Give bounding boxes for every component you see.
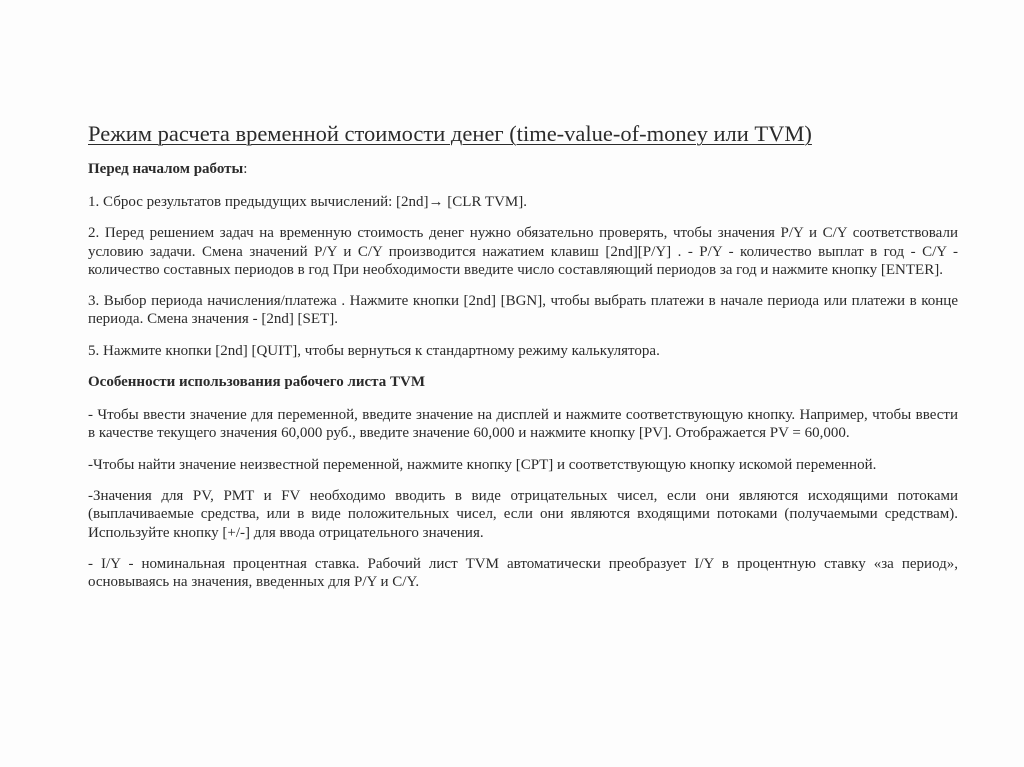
before-start-heading-text: Перед началом работы (88, 161, 244, 177)
document-title: Режим расчета временной стоимости денег (time-value-of-money или TVM) (88, 121, 812, 146)
feature-interest-rate: - I/Y - номинальная процентная ставка. Рабочий лист TVM автоматически преобразует I/Y в процентную ставку «за период», основываясь на значения, введенных для P/Y и C/Y. (88, 555, 958, 591)
feature-enter-value: - Чтобы ввести значение для переменной, введите значение на дисплей и нажмите соответствующую кнопку. Например, чтобы ввести в качестве текущего значения 60,000 руб., введите значение 60,000 и нажмите кнопку [PV]. Отображается PV = 60,000. (88, 407, 958, 442)
features-heading: Особенности использования рабочего листа TVM (88, 374, 425, 391)
step-check-py-cy: 2. Перед решением задач на временную стоимость денег нужно обязательно проверять, чтобы значения P/Y и C/Y соответствовали условию задачи. Смена значений P/Y и C/Y производится нажатием клавиш [2nd][P/Y] . - P/Y - количество выплат в год - C/Y - количество составных периодов в год При необходимости введите число составляющий периодов за год и нажмите кнопку [ENTER]. (88, 225, 958, 278)
step-quit-text: 5. Нажмите кнопки [2nd] [QUIT], чтобы вернуться к стандартному режиму калькулятора. (88, 342, 660, 359)
feature-sign-convention: -Значения для PV, PMT и FV необходимо вводить в виде отрицательных чисел, если они являются исходящими потоками (выплачиваемые средства, или в виде положительных чисел, если они являются входящими потоками (получаемыми средствам). Используйте кнопку [+/-] для ввода отрицательного значения. (88, 487, 958, 541)
step-payment-period: 3. Выбор периода начисления/платежа . Нажмите кнопки [2nd] [BGN], чтобы выбрать платежи в начале периода или платежи в конце периода. Смена значения - [2nd] [SET]. (88, 293, 958, 328)
step-reset: 1. Сброс результатов предыдущих вычислений: [2nd]→ [CLR TVM]. (88, 194, 527, 210)
before-start-heading-colon: : (243, 161, 248, 177)
before-start-heading (88, 160, 958, 178)
feature-compute-unknown: -Чтобы найти значение неизвестной переменной, нажмите кнопку [CPT] и соответствующую кнопку искомой переменной. (88, 456, 877, 473)
document-body (88, 120, 958, 604)
